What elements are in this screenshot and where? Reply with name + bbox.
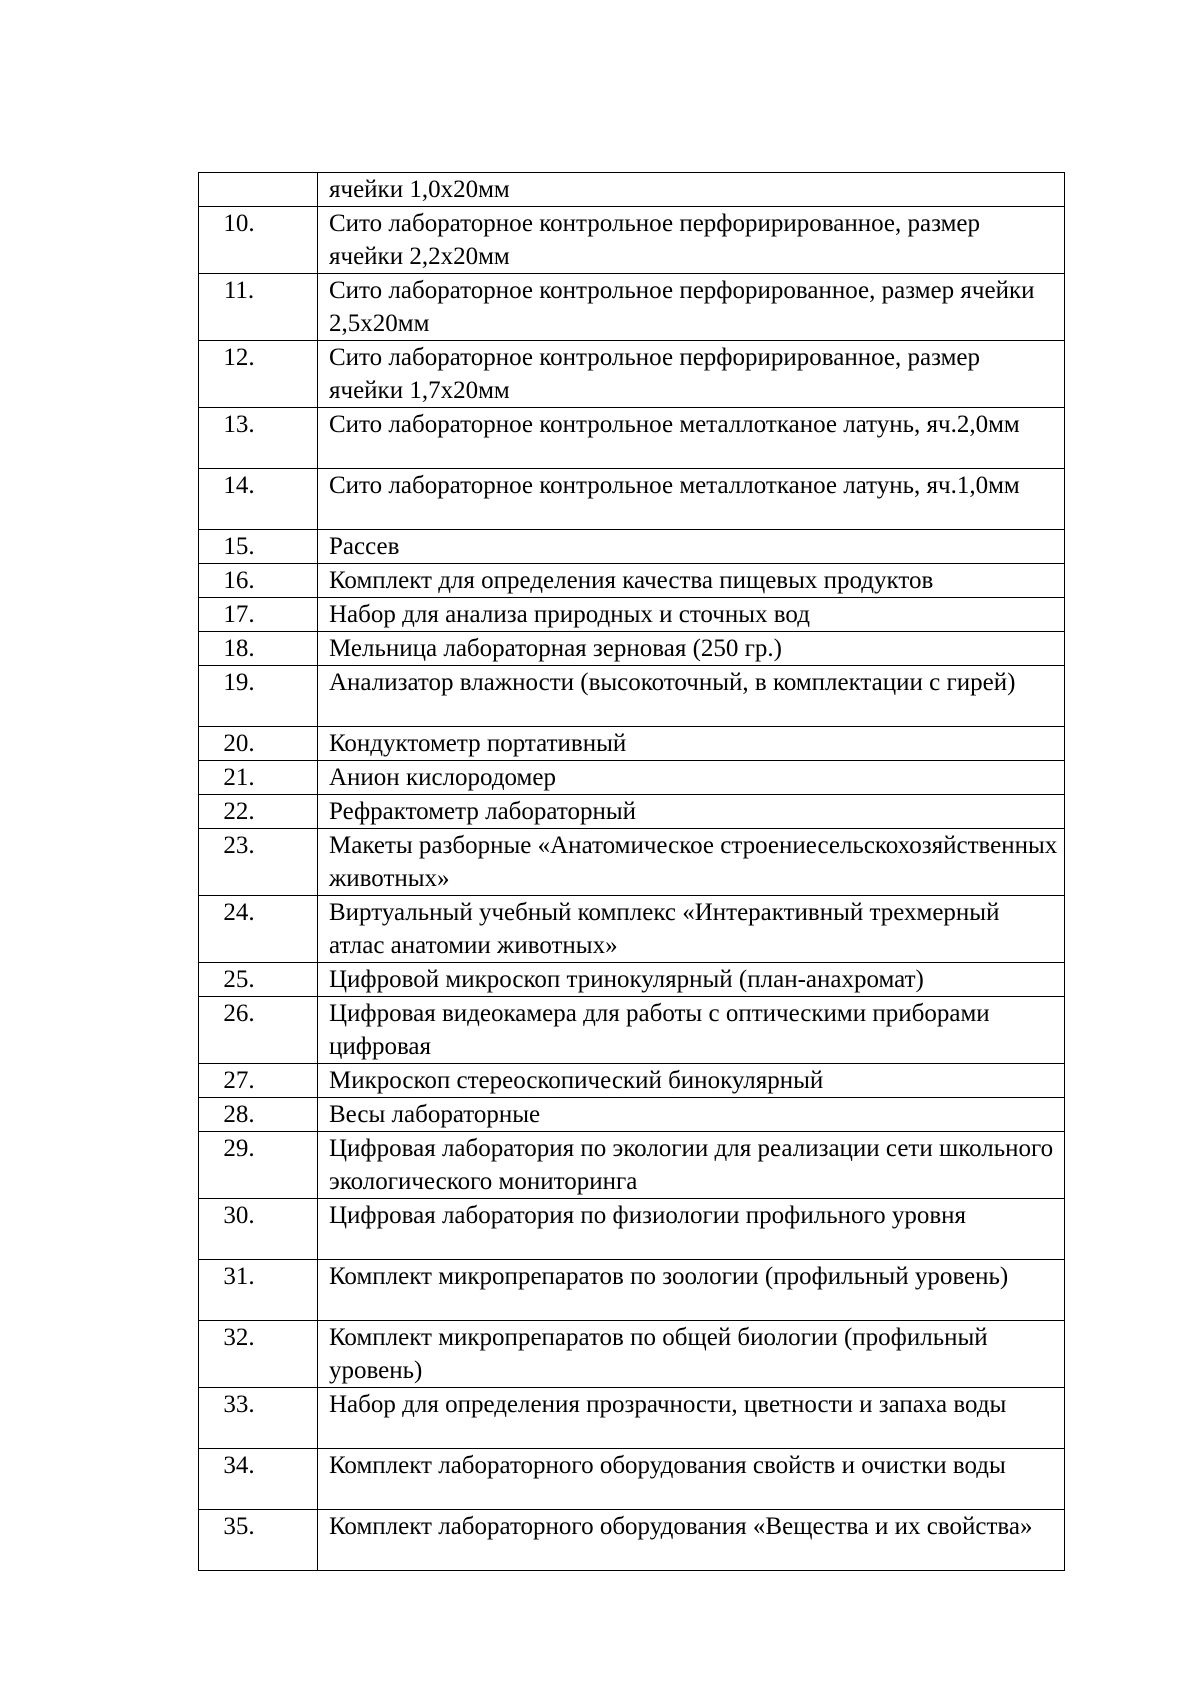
row-number-cell	[199, 997, 318, 1064]
item-description: Набор для определения прозрачности, цветности и запаха воды	[329, 1391, 1007, 1418]
table-row	[199, 564, 1065, 598]
row-number-cell	[199, 1199, 318, 1260]
row-number: 23.	[223, 832, 255, 859]
table-row	[199, 1321, 1065, 1388]
item-description: Сито лабораторное контрольное перфорированное, размер ячейки 2,5х20мм	[329, 277, 1035, 337]
row-number-cell	[199, 274, 318, 341]
row-number: 17.	[223, 601, 255, 628]
item-description-cell	[318, 997, 1065, 1064]
item-description: Цифровая лаборатория по физиологии профильного уровня	[329, 1202, 967, 1229]
item-description: Комплект для определения качества пищевых продуктов	[329, 567, 934, 594]
item-description-cell	[318, 1510, 1065, 1571]
row-number: 19.	[223, 669, 255, 696]
table-row	[199, 598, 1065, 632]
item-description: Анион кислородомер	[329, 764, 556, 791]
item-description: Комплект лабораторного оборудования свойств и очистки воды	[329, 1452, 1006, 1479]
row-number: 14.	[223, 472, 255, 499]
table-row	[199, 173, 1065, 207]
item-description-cell	[318, 274, 1065, 341]
row-number-cell	[199, 896, 318, 963]
table-row	[199, 829, 1065, 896]
row-number: 13.	[223, 411, 255, 438]
row-number: 18.	[223, 635, 255, 662]
item-description: Набор для анализа природных и сточных вод	[329, 601, 810, 628]
row-number-cell	[199, 469, 318, 530]
item-description-cell	[318, 530, 1065, 564]
item-description: Цифровая видеокамера для работы с оптическими приборами цифровая	[329, 1000, 990, 1060]
table-row	[199, 1388, 1065, 1449]
item-description: Цифровая лаборатория по экологии для реализации сети школьного экологического мониторинга	[329, 1135, 1054, 1195]
row-number: 21.	[223, 764, 255, 791]
item-description-cell	[318, 408, 1065, 469]
table-row	[199, 341, 1065, 408]
item-description: Анализатор влажности (высокоточный, в комплектации с гирей)	[329, 669, 1016, 696]
item-description: Мельница лабораторная зерновая (250 гр.)	[329, 635, 782, 662]
item-description: Сито лабораторное контрольное перфорирированное, размер ячейки 1,7х20мм	[329, 344, 981, 404]
row-number-cell	[199, 1321, 318, 1388]
row-number-cell	[199, 173, 318, 207]
table-row	[199, 1199, 1065, 1260]
table-row	[199, 795, 1065, 829]
item-description: Микроскоп стереоскопический бинокулярный	[329, 1067, 824, 1094]
row-number-cell	[199, 408, 318, 469]
item-description-cell	[318, 1449, 1065, 1510]
item-description: Весы лабораторные	[329, 1101, 541, 1128]
table-row	[199, 997, 1065, 1064]
item-description-cell	[318, 1132, 1065, 1199]
row-number: 24.	[223, 899, 255, 926]
item-description: Рефрактометр лабораторный	[329, 798, 636, 825]
table-row	[199, 530, 1065, 564]
item-description-cell	[318, 963, 1065, 997]
row-number-cell	[199, 564, 318, 598]
item-description: Виртуальный учебный комплекс «Интерактивный трехмерный атлас анатомии животных»	[329, 899, 1000, 959]
row-number: 33.	[223, 1391, 255, 1418]
table-row	[199, 207, 1065, 274]
item-description-cell	[318, 1388, 1065, 1449]
item-description-cell	[318, 795, 1065, 829]
row-number: 35.	[223, 1513, 255, 1540]
row-number-cell	[199, 1132, 318, 1199]
row-number-cell	[199, 727, 318, 761]
item-description-cell	[318, 666, 1065, 727]
item-description-cell	[318, 1260, 1065, 1321]
row-number: 31.	[223, 1263, 255, 1290]
row-number-cell	[199, 598, 318, 632]
item-description-cell	[318, 761, 1065, 795]
row-number: 27.	[223, 1067, 255, 1094]
row-number: 22.	[223, 798, 255, 825]
table-row	[199, 469, 1065, 530]
row-number-cell	[199, 666, 318, 727]
table-row	[199, 896, 1065, 963]
row-number-cell	[199, 1388, 318, 1449]
row-number-cell	[199, 795, 318, 829]
table-row	[199, 408, 1065, 469]
equipment-table-body	[199, 173, 1065, 1571]
row-number-cell	[199, 341, 318, 408]
row-number: 15.	[223, 533, 255, 560]
table-row	[199, 632, 1065, 666]
table-row	[199, 666, 1065, 727]
table-row	[199, 761, 1065, 795]
row-number: 32.	[223, 1324, 255, 1351]
item-description-cell	[318, 564, 1065, 598]
row-number: 20.	[223, 730, 255, 757]
item-description-cell	[318, 207, 1065, 274]
row-number-cell	[199, 1064, 318, 1098]
item-description: Комплект лабораторного оборудования «Вещества и их свойства»	[329, 1513, 1033, 1540]
item-description-cell	[318, 1064, 1065, 1098]
row-number: 10.	[223, 210, 255, 237]
item-description: Кондуктометр портативный	[329, 730, 627, 757]
item-description: Рассев	[329, 533, 400, 560]
item-description-cell	[318, 1321, 1065, 1388]
item-description: ячейки 1,0х20мм	[329, 176, 510, 203]
item-description: Сито лабораторное контрольное металлотканое латунь, яч.1,0мм	[329, 472, 1020, 499]
row-number: 16.	[223, 567, 255, 594]
equipment-table	[198, 172, 1065, 1571]
row-number: 34.	[223, 1452, 255, 1479]
item-description-cell	[318, 598, 1065, 632]
item-description-cell	[318, 1199, 1065, 1260]
table-row	[199, 1510, 1065, 1571]
table-row	[199, 274, 1065, 341]
item-description: Сито лабораторное контрольное перфорирированное, размер ячейки 2,2х20мм	[329, 210, 981, 270]
table-row	[199, 1064, 1065, 1098]
item-description-cell	[318, 1098, 1065, 1132]
row-number-cell	[199, 207, 318, 274]
item-description-cell	[318, 829, 1065, 896]
row-number-cell	[199, 761, 318, 795]
row-number-cell	[199, 1449, 318, 1510]
item-description-cell	[318, 727, 1065, 761]
row-number-cell	[199, 1510, 318, 1571]
row-number: 26.	[223, 1000, 255, 1027]
table-row	[199, 1449, 1065, 1510]
row-number: 29.	[223, 1135, 255, 1162]
row-number-cell	[199, 530, 318, 564]
row-number: 25.	[223, 966, 255, 993]
row-number: 12.	[223, 344, 255, 371]
item-description: Макеты разборные «Анатомическое строениесельскохозяйственных животных»	[329, 832, 1058, 892]
row-number-cell	[199, 1260, 318, 1321]
row-number-cell	[199, 1098, 318, 1132]
table-row	[199, 1260, 1065, 1321]
table-row	[199, 1132, 1065, 1199]
item-description-cell	[318, 632, 1065, 666]
table-row	[199, 963, 1065, 997]
item-description-cell	[318, 173, 1065, 207]
table-row	[199, 1098, 1065, 1132]
row-number: 11.	[223, 277, 255, 304]
item-description-cell	[318, 341, 1065, 408]
item-description-cell	[318, 896, 1065, 963]
row-number: 30.	[223, 1202, 255, 1229]
item-description-cell	[318, 469, 1065, 530]
row-number: 28.	[223, 1101, 255, 1128]
row-number-cell	[199, 829, 318, 896]
row-number-cell	[199, 963, 318, 997]
item-description: Сито лабораторное контрольное металлотканое латунь, яч.2,0мм	[329, 411, 1020, 438]
item-description: Комплект микропрепаратов по общей биологии (профильный уровень)	[329, 1324, 988, 1384]
row-number-cell	[199, 632, 318, 666]
item-description: Цифровой микроскоп тринокулярный (план-анахромат)	[329, 966, 924, 993]
table-row	[199, 727, 1065, 761]
item-description: Комплект микропрепаратов по зоологии (профильный уровень)	[329, 1263, 1009, 1290]
